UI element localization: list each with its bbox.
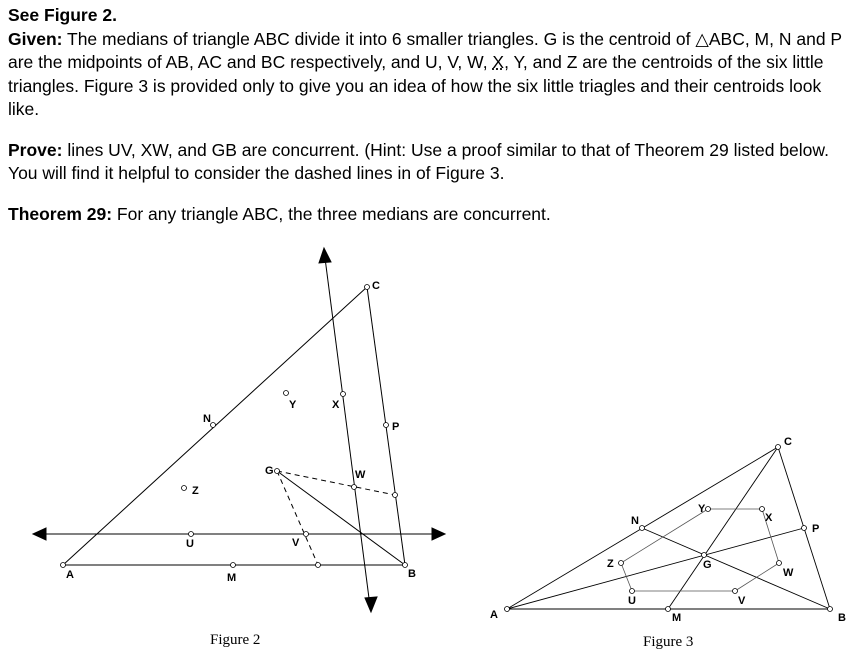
fig2-label-p: P bbox=[392, 421, 400, 433]
fig3-label-p: P bbox=[812, 523, 820, 535]
fig2-label-c: C bbox=[372, 280, 380, 292]
fig3-label-n: N bbox=[631, 515, 639, 527]
fig2-label-m: M bbox=[227, 572, 237, 584]
theorem-label: Theorem 29: bbox=[8, 203, 113, 224]
given-label: Given: bbox=[8, 28, 63, 49]
fig3-label-y: Y bbox=[698, 503, 706, 515]
fig2-label-n: N bbox=[203, 413, 211, 425]
fig2-caption: Figure 2 bbox=[210, 632, 261, 648]
fig3-label-c: C bbox=[784, 436, 792, 448]
fig2-label-y: Y bbox=[289, 399, 297, 411]
given-text-2: ABC, M, N and P are the midpoints of AB, AC and BC respectively, and U, V, W, bbox=[8, 28, 842, 72]
fig3-label-w: W bbox=[783, 567, 794, 579]
fig3-median-bn bbox=[642, 528, 830, 609]
fig3-median-cm bbox=[668, 447, 778, 609]
figure-3 bbox=[505, 445, 833, 612]
fig2-label-w: W bbox=[355, 469, 366, 481]
figure-2 bbox=[33, 248, 445, 612]
fig2-line-xw bbox=[325, 258, 370, 606]
fig2-arrow-left bbox=[33, 528, 46, 540]
fig2-points bbox=[61, 285, 408, 568]
prove-label: Prove: bbox=[8, 139, 63, 160]
fig2-label-b: B bbox=[408, 568, 416, 580]
fig2-dashed-gm bbox=[277, 471, 318, 565]
fig3-label-b: B bbox=[838, 612, 846, 624]
fig2-label-x: X bbox=[332, 399, 340, 411]
fig2-dashed-gp bbox=[277, 471, 395, 495]
fig2-label-g: G bbox=[265, 465, 274, 477]
prove-text: lines UV, XW, and GB are concurrent. (Hint: Use a proof similar to that of Theorem 29 listed below. You will find it helpful to consider the dashed lines in of Figure 3. bbox=[8, 139, 829, 183]
given-text-3: , Y, and Z are the centroids of the six little triangles. Figure 3 is provided only to give you an idea of how the six little triagles and their centroids look like. bbox=[8, 52, 824, 119]
fig3-label-x: X bbox=[765, 512, 773, 524]
fig2-label-a: A bbox=[66, 569, 74, 581]
fig3-label-z: Z bbox=[607, 558, 614, 570]
fig3-label-a: A bbox=[490, 609, 498, 621]
fig3-label-g: G bbox=[703, 559, 712, 571]
fig2-label-u: U bbox=[186, 538, 194, 550]
triangle-symbol: △ bbox=[695, 28, 709, 49]
fig2-arrow-down bbox=[365, 597, 377, 612]
fig3-label-v: V bbox=[738, 595, 746, 607]
given-x-letter: X bbox=[492, 52, 505, 72]
fig3-label-u: U bbox=[628, 595, 636, 607]
theorem-text: For any triangle ABC, the three medians are concurrent. bbox=[112, 203, 551, 224]
fig2-label-z: Z bbox=[192, 485, 199, 497]
fig2-arrow-right bbox=[432, 528, 445, 540]
fig3-caption: Figure 3 bbox=[643, 634, 694, 650]
fig2-line-gb bbox=[277, 471, 405, 565]
see-figure-heading: See Figure 2. bbox=[8, 5, 117, 25]
fig3-median-ap bbox=[507, 528, 804, 609]
fig3-line-wv bbox=[735, 563, 779, 591]
fig3-points bbox=[505, 445, 833, 612]
given-text-1: The medians of triangle ABC divide it into 6 smaller triangles. G is the centroid of bbox=[62, 28, 696, 49]
fig2-label-v: V bbox=[292, 537, 300, 549]
fig3-label-m: M bbox=[672, 612, 682, 624]
fig2-arrow-up bbox=[319, 248, 331, 263]
